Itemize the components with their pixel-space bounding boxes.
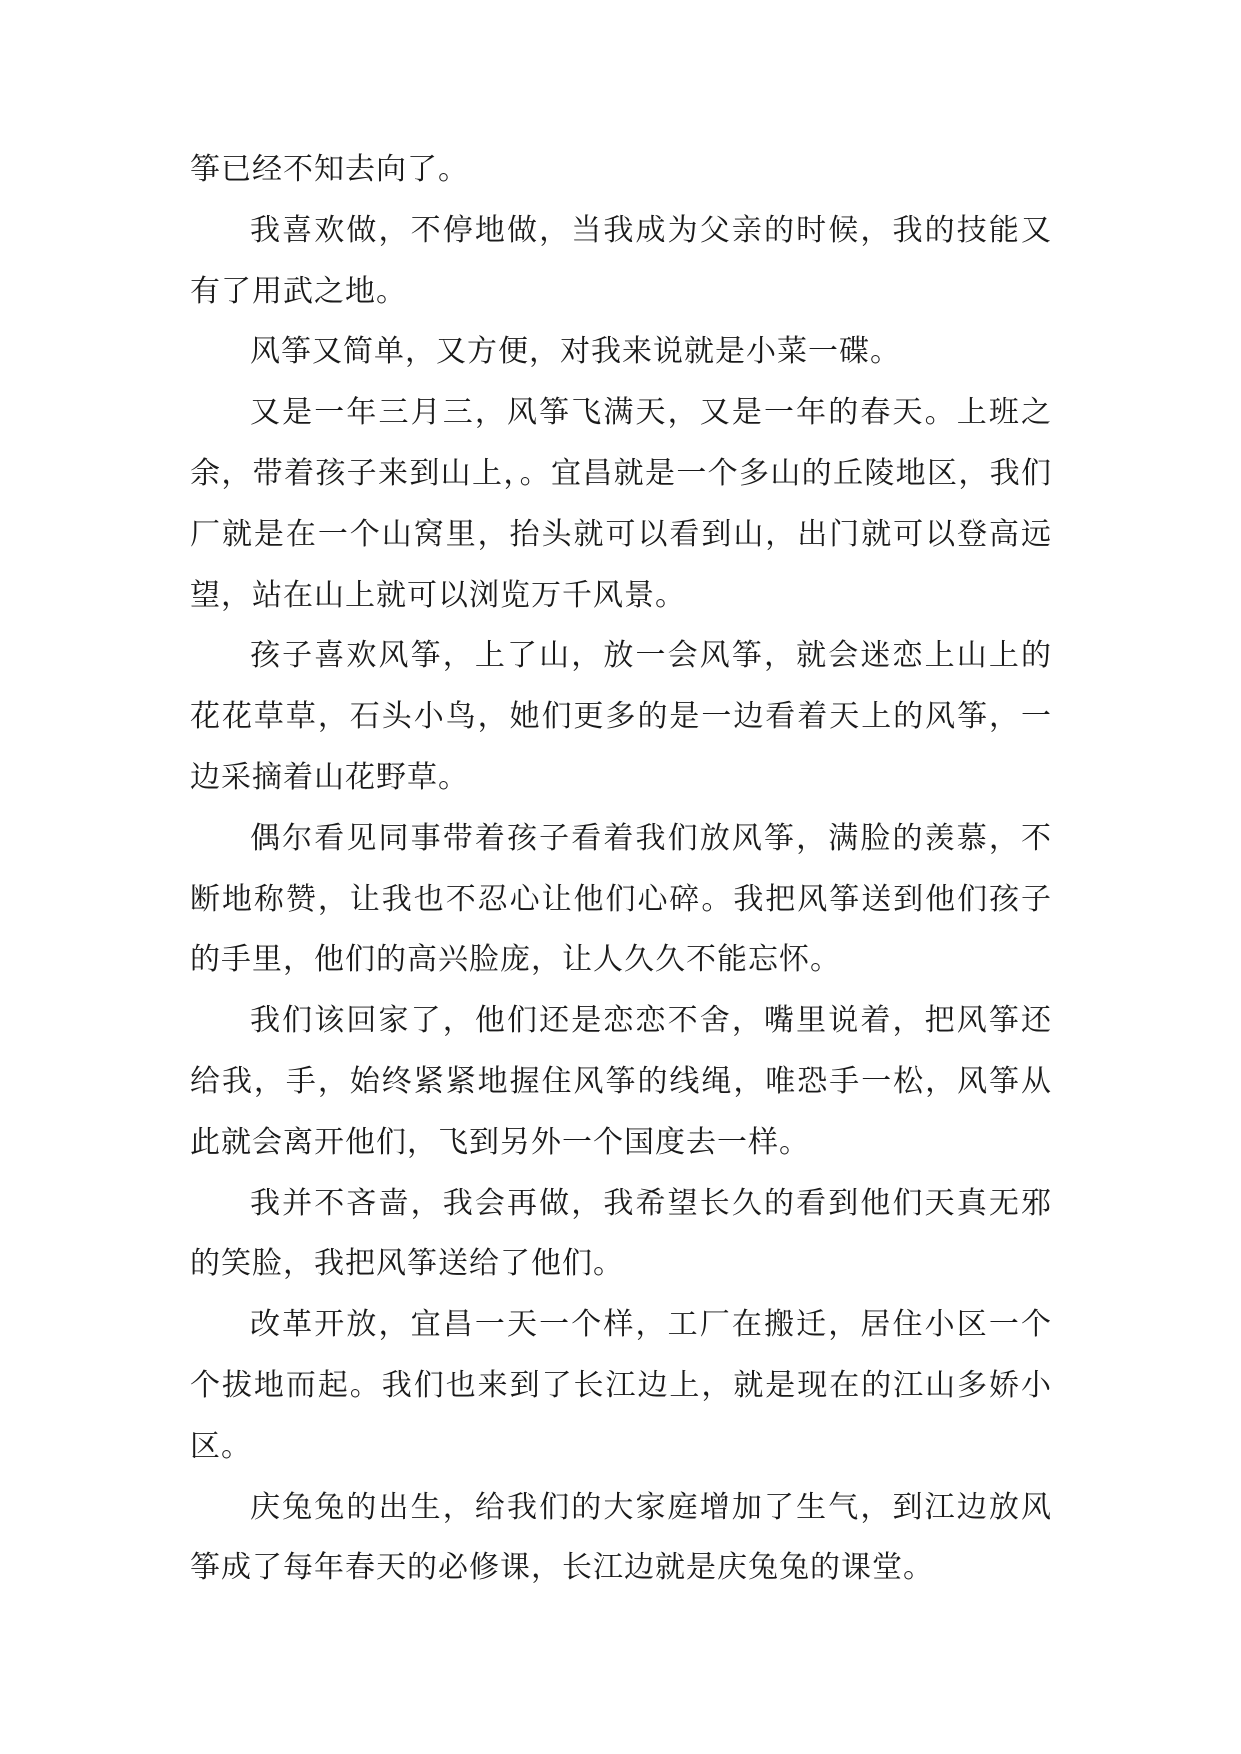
paragraph-colleagues-envy: 偶尔看见同事带着孩子看着我们放风筝，满脸的羡慕，不断地称赞，让我也不忍心让他们心碎。我把风筝送到他们孩子的手里，他们的高兴脸庞，让人久久不能忘怀。	[190, 820, 1052, 978]
paragraph-kite-simple: 风筝又简单，又方便，对我来说就是小菜一碟。	[250, 334, 901, 370]
paragraph-gift-kite: 我并不吝啬，我会再做，我希望长久的看到他们天真无邪的笑脸，我把风筝送给了他们。	[190, 1185, 1052, 1282]
paragraph-children-flowers: 孩子喜欢风筝，上了山，放一会风筝，就会迷恋上山上的花花草草，石头小鸟，她们更多的是一边看着天上的风筝，一边采摘着山花野草。	[190, 638, 1052, 795]
paragraph-continuation: 筝已经不知去向了。	[190, 152, 469, 187]
paragraph-qingtutu: 庆兔兔的出生，给我们的大家庭增加了生气，到江边放风筝成了每年春天的必修课，长江边就是庆兔兔的课堂。	[190, 1489, 1052, 1586]
paragraph-father-skills: 我喜欢做，不停地做，当我成为父亲的时候，我的技能又有了用武之地。	[190, 212, 1052, 309]
document-page	[190, 140, 1052, 1599]
paragraph-reform-opening: 改革开放，宜昌一天一个样，工厂在搬迁，居住小区一个个拔地而起。我们也来到了长江边上，就是现在的江山多娇小区。	[190, 1307, 1052, 1464]
paragraph-going-home: 我们该回家了，他们还是恋恋不舍，嘴里说着，把风筝还给我，手，始终紧紧地握住风筝的线绳，唯恐手一松，风筝从此就会离开他们，飞到另外一个国度去一样。	[190, 1003, 1052, 1160]
paragraph-spring-mountain: 又是一年三月三，风筝飞满天，又是一年的春天。上班之余，带着孩子来到山上，。宜昌就是一个多山的丘陵地区，我们厂就是在一个山窝里，抬头就可以看到山，出门就可以登高远望，站在山上就可以浏览万千风景。	[190, 395, 1052, 613]
